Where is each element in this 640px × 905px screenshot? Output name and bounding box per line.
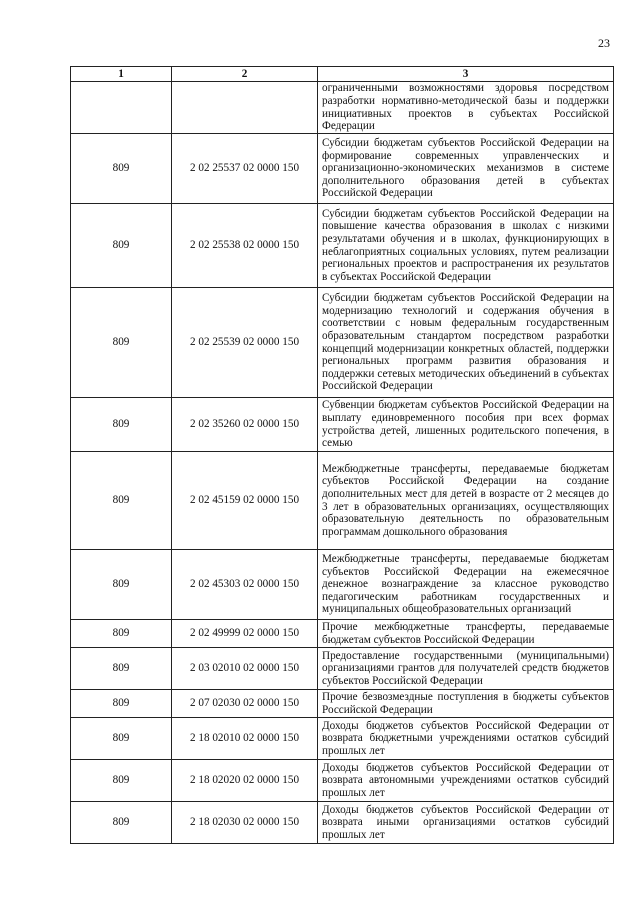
budget-admin-code: 809 [71, 452, 172, 550]
column-header-3: 3 [318, 67, 614, 82]
budget-admin-code: 809 [71, 550, 172, 620]
table-row [71, 620, 614, 648]
budget-admin-code: 809 [71, 134, 172, 204]
budget-admin-code: 809 [71, 398, 172, 452]
revenue-code: 2 02 45159 02 0000 150 [172, 452, 318, 550]
revenue-description: Субсидии бюджетам субъектов Российской Федерации на формирование современных управленческих и организационно-экономических механизмов в системе дополнительного образования детей в субъектах Российской Федерации [318, 134, 614, 204]
revenue-code [172, 82, 318, 134]
revenue-code: 2 02 49999 02 0000 150 [172, 620, 318, 648]
revenue-code: 2 18 02010 02 0000 150 [172, 718, 318, 760]
revenue-description: Субсидии бюджетам субъектов Российской Федерации на повышение качества образования в школах с низкими результатами обучения и в школах, функционирующих в неблагоприятных социальных условиях, путем реализации региональных проектов и распространения их результатов в субъектах Российской Федерации [318, 204, 614, 288]
page-number: 23 [598, 36, 610, 50]
budget-admin-code: 809 [71, 760, 172, 802]
revenue-description: Доходы бюджетов субъектов Российской Федерации от возврата иными организациями остатков субсидий прошлых лет [318, 802, 614, 844]
revenue-code: 2 02 35260 02 0000 150 [172, 398, 318, 452]
revenue-description: Субсидии бюджетам субъектов Российской Федерации на модернизацию технологий и содержания обучения в соответствии с новым федеральным государственным образовательным стандартом посредством разработки концепций модернизации конкретных областей, поддержки региональных программ развития образования и поддержки сетевых методических объединений в субъектах Российской Федерации [318, 288, 614, 398]
table-row [71, 288, 614, 398]
table-row [71, 452, 614, 550]
revenue-description: Прочие безвозмездные поступления в бюджеты субъектов Российской Федерации [318, 690, 614, 718]
budget-admin-code: 809 [71, 620, 172, 648]
budget-admin-code: 809 [71, 718, 172, 760]
budget-admin-code [71, 82, 172, 134]
revenue-code: 2 02 25539 02 0000 150 [172, 288, 318, 398]
budget-admin-code: 809 [71, 204, 172, 288]
budget-admin-code: 809 [71, 802, 172, 844]
revenue-description: Межбюджетные трансферты, передаваемые бюджетам субъектов Российской Федерации на создание дополнительных мест для детей в возрасте от 2 месяцев до 3 лет в образовательных организациях, осуществляющих образовательную деятельность по образовательным программам дошкольного образования [318, 452, 614, 550]
revenue-description: ограниченными возможностями здоровья посредством разработки нормативно-методической базы и поддержки инициативных проектов в субъектах Российской Федерации [318, 82, 614, 134]
table-row [71, 204, 614, 288]
revenue-description: Субвенции бюджетам субъектов Российской Федерации на выплату единовременного пособия при всех формах устройства детей, лишенных родительского попечения, в семью [318, 398, 614, 452]
revenue-description: Предоставление государственными (муниципальными) организациями грантов для получателей средств бюджетов субъектов Российской Федерации [318, 648, 614, 690]
revenue-description: Доходы бюджетов субъектов Российской Федерации от возврата автономными учреждениями остатков субсидий прошлых лет [318, 760, 614, 802]
table-row [71, 82, 614, 134]
table-row [71, 690, 614, 718]
revenue-code: 2 18 02020 02 0000 150 [172, 760, 318, 802]
revenue-code: 2 18 02030 02 0000 150 [172, 802, 318, 844]
revenue-code: 2 02 25537 02 0000 150 [172, 134, 318, 204]
revenue-description: Доходы бюджетов субъектов Российской Федерации от возврата бюджетными учреждениями остатков субсидий прошлых лет [318, 718, 614, 760]
column-header-2: 2 [172, 67, 318, 82]
revenue-code: 2 03 02010 02 0000 150 [172, 648, 318, 690]
table-row [71, 718, 614, 760]
budget-admin-code: 809 [71, 648, 172, 690]
table-row [71, 134, 614, 204]
revenue-description: Прочие межбюджетные трансферты, передаваемые бюджетам субъектов Российской Федерации [318, 620, 614, 648]
table-row [71, 648, 614, 690]
revenue-description: Межбюджетные трансферты, передаваемые бюджетам субъектов Российской Федерации на ежемесячное денежное вознаграждение за классное руководство педагогическим работникам государственных и муниципальных общеобразовательных организаций [318, 550, 614, 620]
table-row [71, 398, 614, 452]
column-header-1: 1 [71, 67, 172, 82]
revenue-code: 2 02 45303 02 0000 150 [172, 550, 318, 620]
revenue-code: 2 07 02030 02 0000 150 [172, 690, 318, 718]
revenue-code: 2 02 25538 02 0000 150 [172, 204, 318, 288]
table-row [71, 760, 614, 802]
table-header-row [71, 67, 614, 82]
budget-admin-code: 809 [71, 690, 172, 718]
budget-admin-code: 809 [71, 288, 172, 398]
table-row [71, 802, 614, 844]
budget-table [70, 66, 614, 844]
table-row [71, 550, 614, 620]
